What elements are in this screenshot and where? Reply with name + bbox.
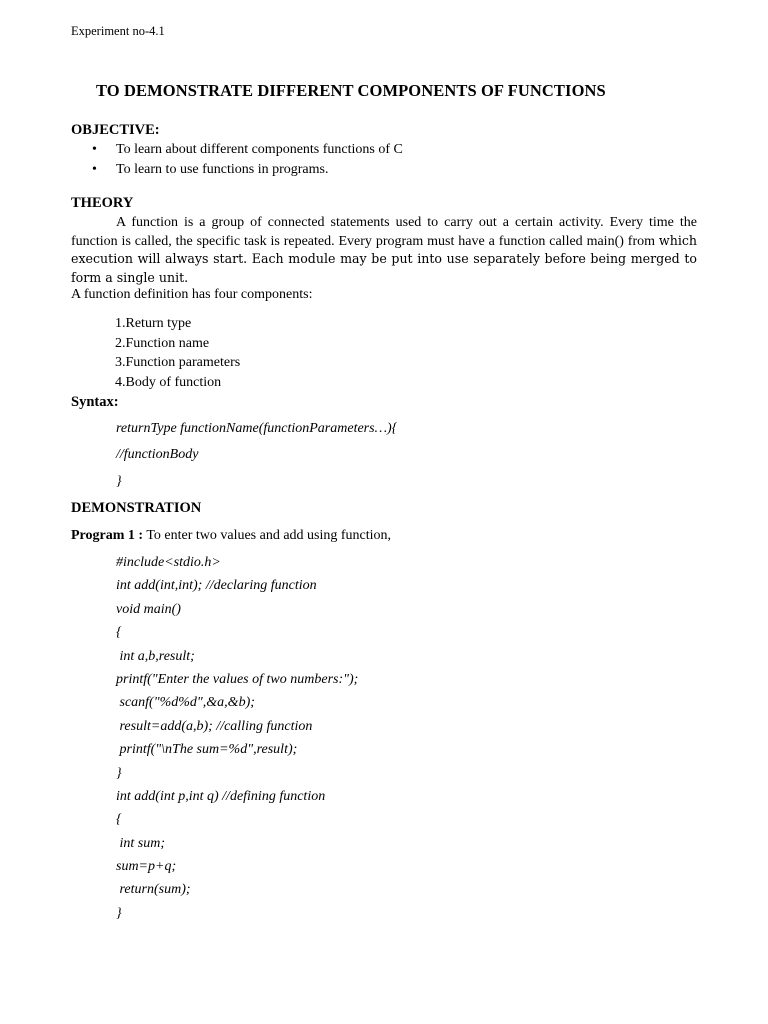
component-item: 4.Body of function — [115, 374, 222, 390]
program-label: Program 1 : — [71, 528, 144, 543]
code-line: { — [116, 812, 122, 828]
theory-text-part1: A function is a group of connected statements used to carry out a certain activity. Every time the function is called, the specific task is repeated. Every program must have a function called main() from — [71, 215, 697, 249]
code-line: void main() — [116, 601, 181, 617]
theory-paragraph — [71, 214, 697, 287]
code-line: #include<stdio.h> — [116, 555, 221, 570]
syntax-heading: Syntax: — [71, 394, 119, 410]
syntax-line: } — [116, 474, 122, 489]
objective-item — [90, 161, 403, 181]
definition-intro: A function definition has four components: — [71, 287, 313, 302]
bullet-icon: • — [92, 142, 97, 157]
code-line: printf("Enter the values of two numbers:"); — [116, 671, 359, 687]
page-title: TO DEMONSTRATE DIFFERENT COMPONENTS OF FUNCTIONS — [96, 81, 606, 100]
code-line: int add(int p,int q) //defining function — [116, 788, 326, 804]
objective-item-text: To learn to use functions in programs. — [116, 162, 329, 177]
code-line: int a,b,result; — [116, 648, 195, 664]
program-description: To enter two values and add using function, — [146, 528, 392, 543]
code-line: { — [116, 625, 122, 641]
code-block — [116, 554, 358, 928]
theory-heading: THEORY — [71, 195, 134, 211]
objective-item-text: To learn about different components functions of C — [116, 142, 403, 157]
code-line: } — [116, 905, 122, 921]
code-line: scanf("%d%d",&a,&b); — [116, 695, 255, 711]
code-line: result=add(a,b); //calling function — [116, 718, 313, 734]
code-line: int add(int,int); //declaring function — [116, 578, 317, 594]
objective-list — [90, 141, 403, 181]
theory-text-part2: which execution will always start. Each module may be put into use separately before being merged to form a single unit. — [71, 232, 698, 285]
component-item: 3.Function parameters — [115, 355, 241, 370]
code-line: return(sum); — [116, 882, 191, 898]
objective-heading: OBJECTIVE: — [71, 122, 160, 138]
component-item: 2.Function name — [115, 335, 210, 351]
code-line: int sum; — [116, 835, 165, 851]
component-item: 1.Return type — [115, 316, 192, 331]
syntax-line: //functionBody — [116, 447, 199, 462]
demonstration-heading: DEMONSTRATION — [71, 500, 202, 516]
code-line: } — [116, 765, 122, 781]
code-line: printf("\nThe sum=%d",result); — [116, 742, 298, 758]
components-list — [115, 315, 240, 393]
syntax-line: returnType functionName(functionParameters…){ — [116, 421, 398, 436]
objective-item — [90, 141, 403, 161]
program-caption — [71, 528, 391, 544]
bullet-icon: • — [92, 162, 97, 177]
page-header: Experiment no-4.1 — [71, 24, 165, 38]
code-line: sum=p+q; — [116, 859, 177, 875]
